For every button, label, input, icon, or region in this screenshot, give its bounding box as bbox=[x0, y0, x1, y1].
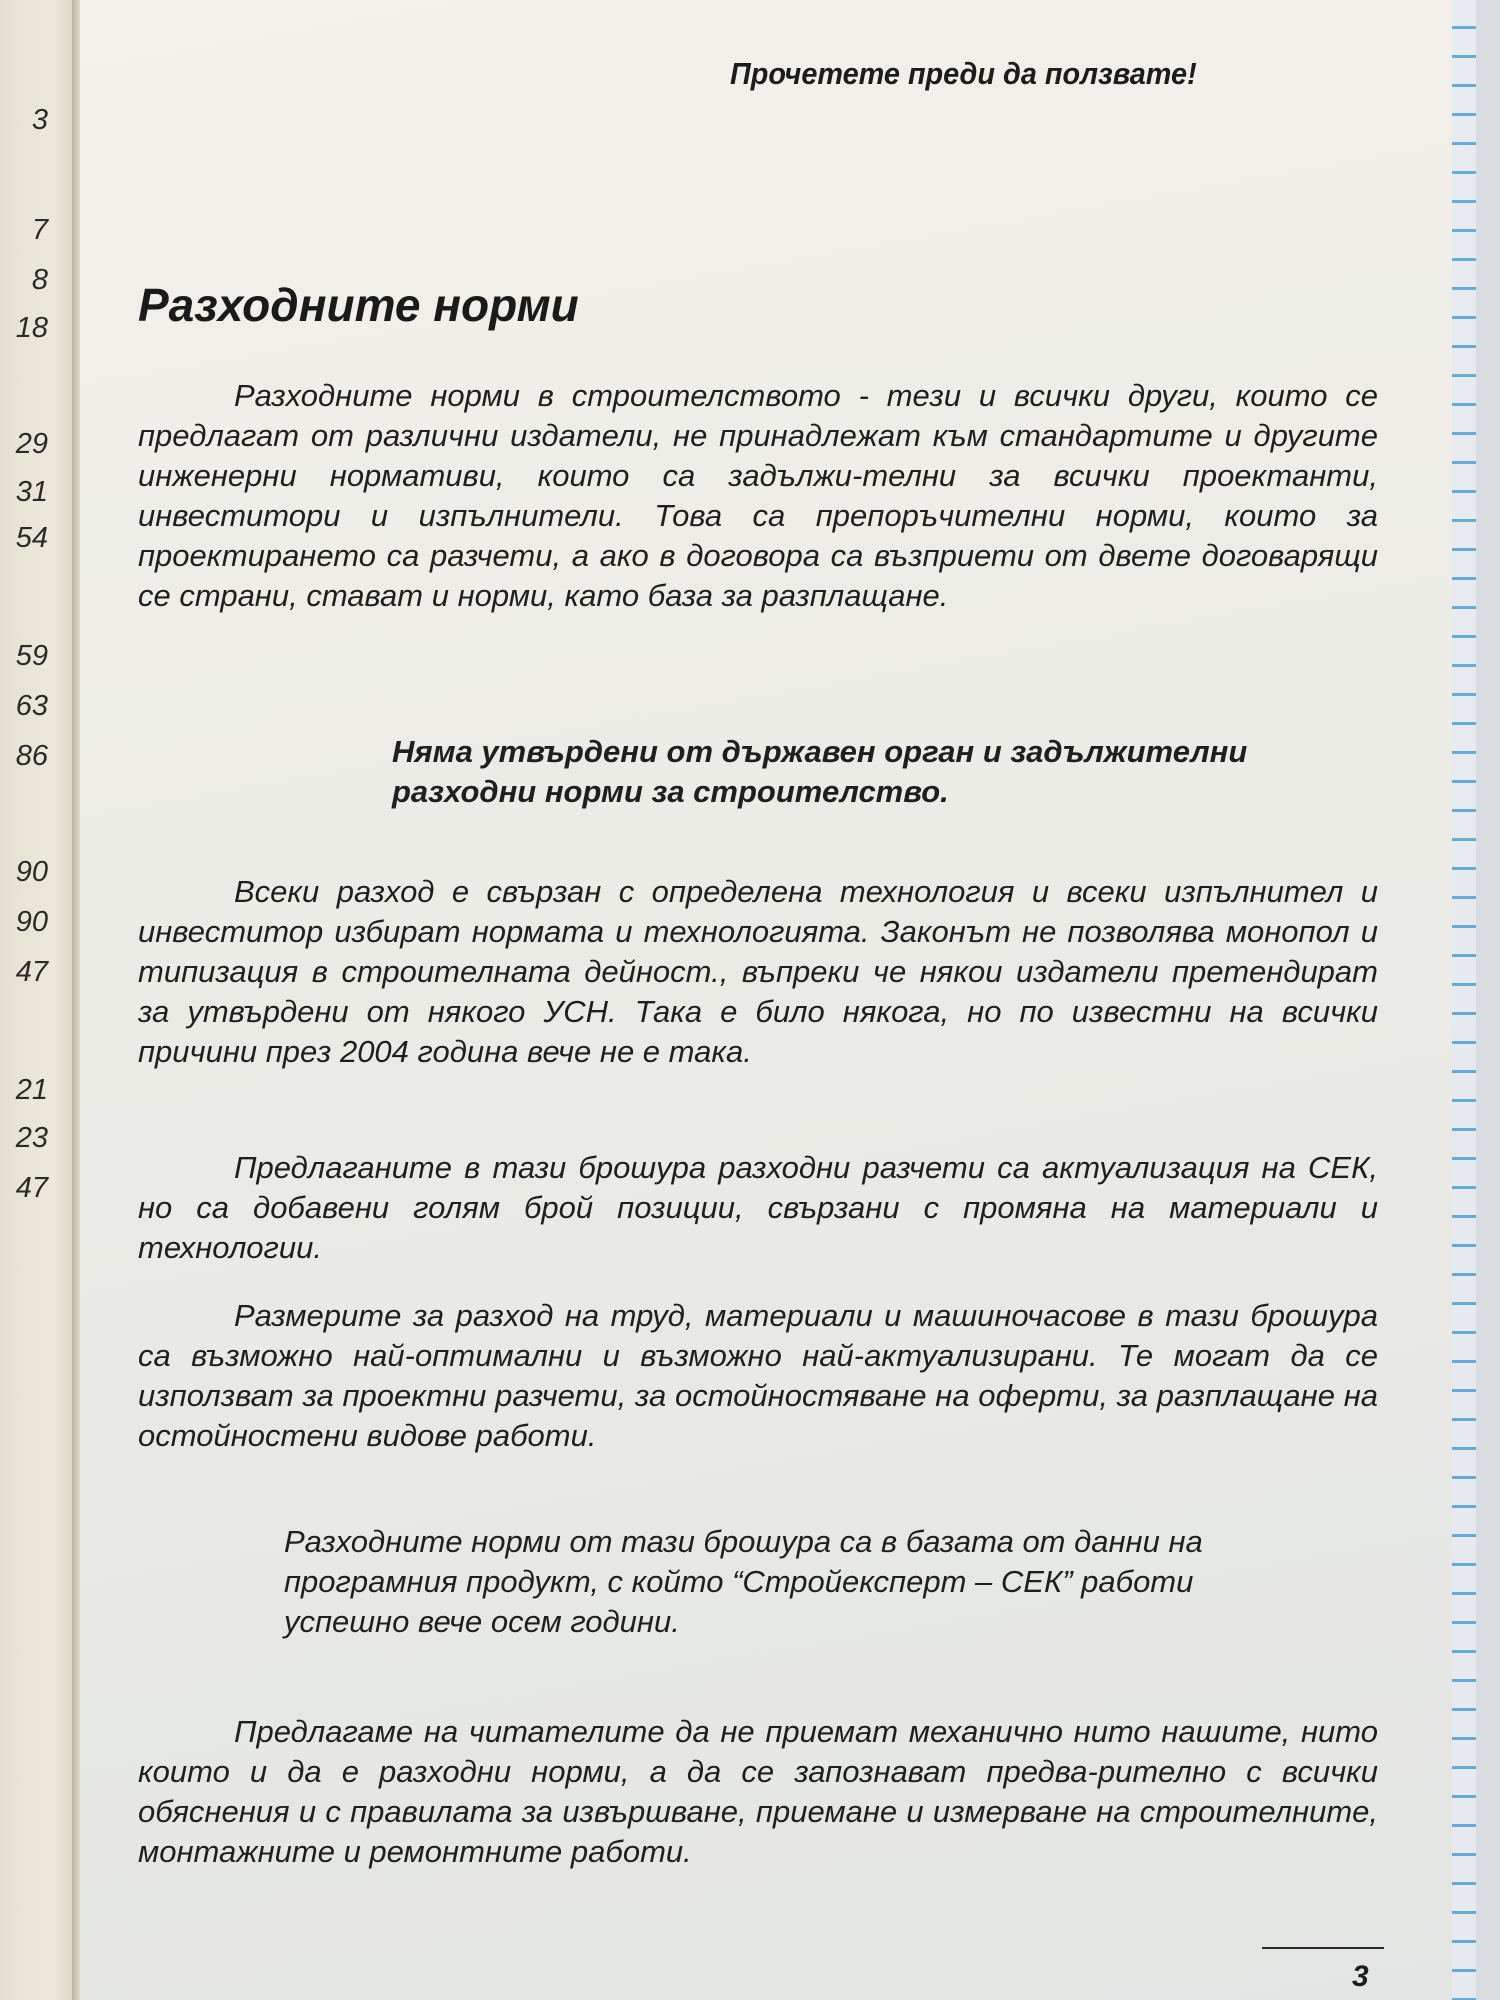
section-title: Разходните норми bbox=[138, 279, 579, 331]
toc-page-number: 86 bbox=[15, 740, 48, 772]
toc-page-number: 23 bbox=[15, 1122, 48, 1154]
paragraph-software-note: Разходните норми от тази брошура са в базата от данни на програмния продукт, с който “Стройексперт – СЕК” работи успешно вече осем години. bbox=[284, 1524, 1203, 1639]
paragraph-recommendation: Предлагаме на читателите да не приемат механично нито нашите, нито които и да е разходни норми, а да се запознават предва-рително с всички обяснения и с правилата за извършване, приемане и измерване на строителните, монтажните и ремонтните работи. bbox=[138, 1714, 1378, 1869]
ruled-notebook-edge bbox=[1452, 0, 1476, 2000]
toc-page-number: 47 bbox=[15, 956, 48, 988]
toc-page-number: 21 bbox=[15, 1074, 48, 1106]
paragraph-sizes: Размерите за разход на труд, материали и машиночасове в тази брошура са възможно най-оптимални и възможно най-актуализирани. Те могат да се използват за проектни разчети, за остойностяване на оферти, за разплащане на остойностени видове работи. bbox=[138, 1298, 1378, 1453]
facing-page-edge bbox=[0, 0, 76, 2000]
toc-page-number: 59 bbox=[15, 640, 48, 672]
page-number: 3 bbox=[1352, 1960, 1369, 1993]
paragraph-intro: Разходните норми в строителството - тези и всички други, които се предлагат от различни издатели, не принадлежат към стандартите и другите инженерни нормативи, които са задължи-телни за всички проектанти, инвеститори и изпълнители. Това са препоръчителни норми, които за проектирането са разчети, а ако в договора са възприети от двете договарящи се страни, стават и норми, като база за разплащане. bbox=[138, 378, 1378, 613]
toc-page-number: 63 bbox=[15, 690, 48, 722]
paragraph-technology: Всеки разход е свързан с определена технология и всеки изпълнител и инвеститор избират нормата и технологията. Законът не позволява монопол и типизация в строителната дейност., въпреки че някои издатели претендират за утвърдени от някого УСН. Така е било някога, но по известни на всички причини през 2004 година вече не е така. bbox=[138, 874, 1378, 1069]
paragraph-sek-update: Предлаганите в тази брошура разходни разчети са актуализация на СЕК, но са добавени голям брой позиции, свързани с промяна на материали и технологии. bbox=[138, 1150, 1378, 1265]
toc-page-number: 54 bbox=[15, 522, 48, 554]
toc-page-number: 90 bbox=[15, 856, 48, 888]
toc-page-number: 18 bbox=[15, 312, 48, 344]
toc-page-number: 31 bbox=[15, 476, 48, 508]
toc-page-number: 29 bbox=[15, 428, 48, 460]
running-head: Прочетете преди да ползвате! bbox=[730, 56, 1197, 91]
toc-page-number: 7 bbox=[31, 214, 48, 246]
toc-page-number: 90 bbox=[15, 906, 48, 938]
paragraph-emphasis: Няма утвърдени от държавен орган и задължителни разходни норми за строителство. bbox=[392, 734, 1248, 809]
toc-page-number: 3 bbox=[31, 104, 48, 136]
toc-page-number: 8 bbox=[31, 264, 48, 296]
toc-page-number: 47 bbox=[15, 1172, 48, 1204]
footer-rule bbox=[1262, 1947, 1384, 1949]
